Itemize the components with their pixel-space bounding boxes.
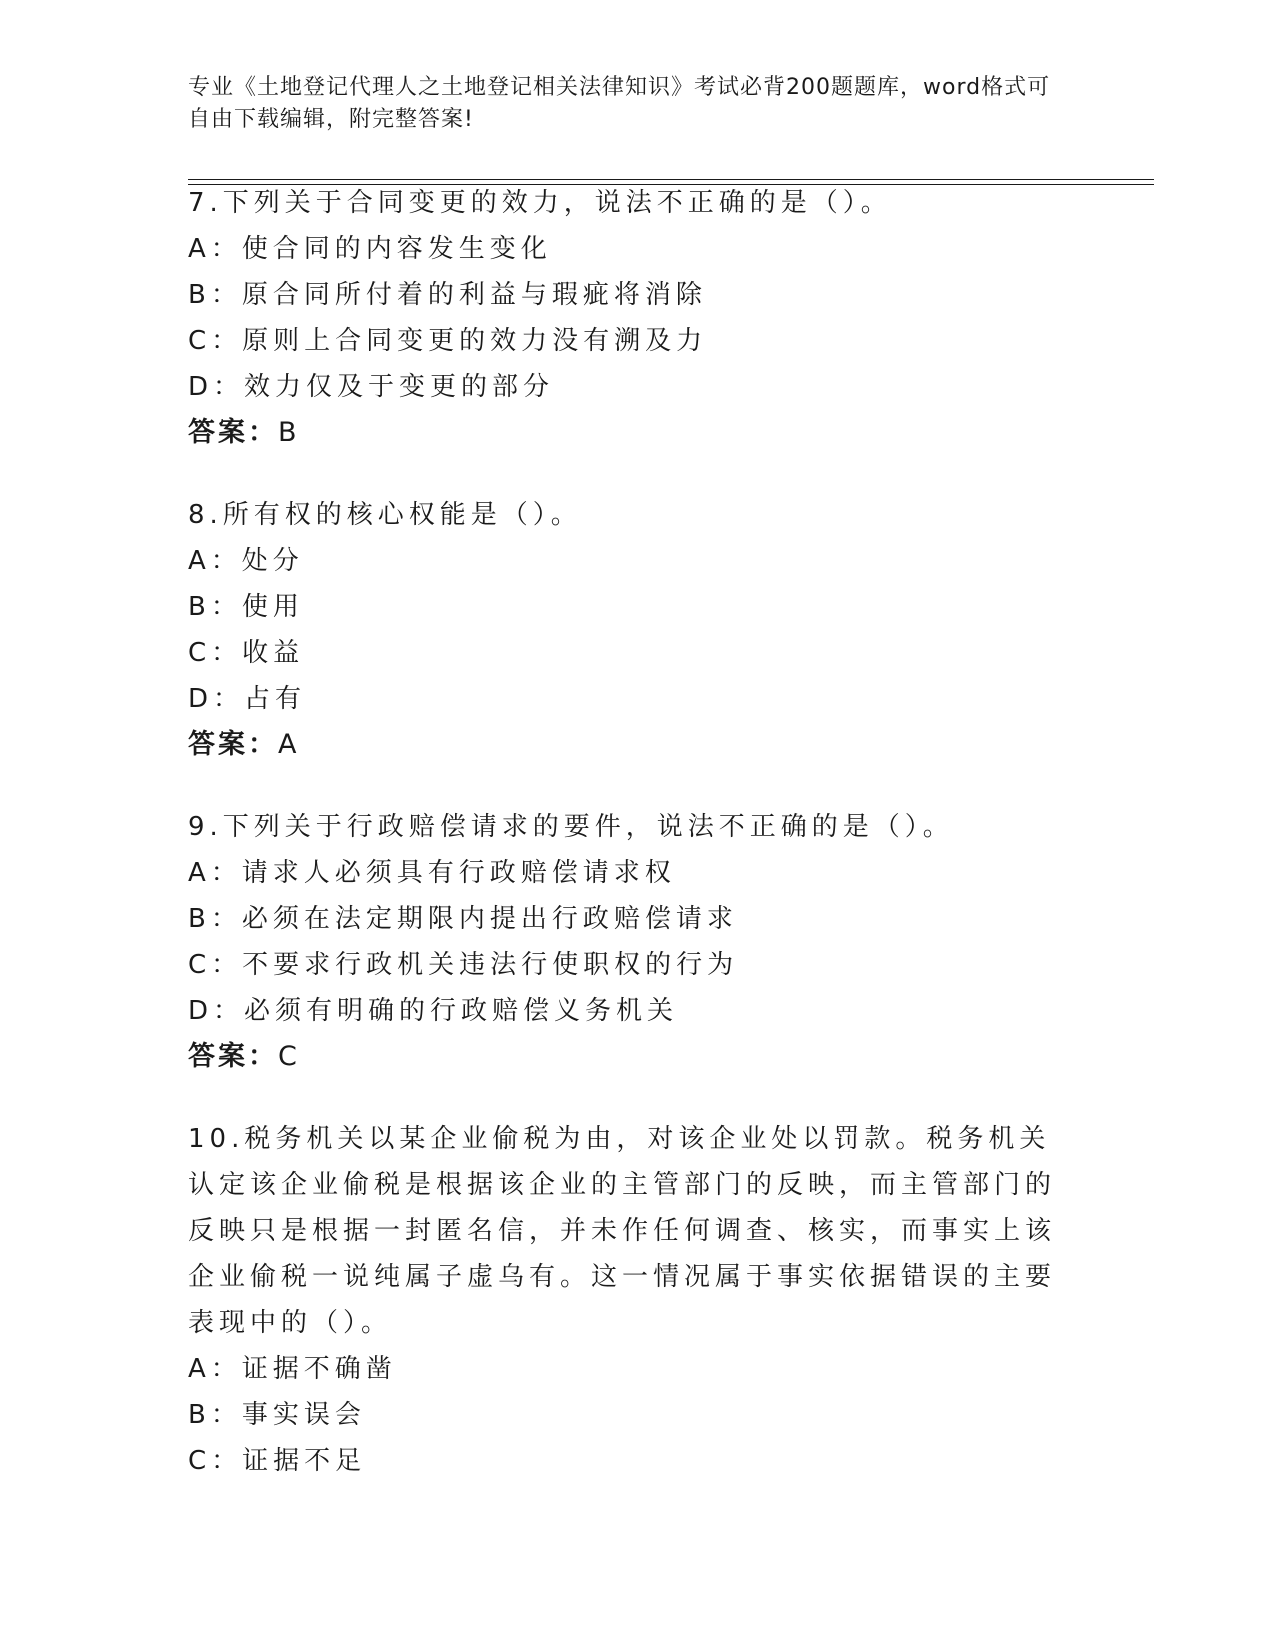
answer-label: 答案： (188, 1041, 278, 1072)
answer-label: 答案： (188, 729, 278, 760)
question-stem: 9.下列关于行政赔偿请求的要件，说法不正确的是（）。 (188, 812, 954, 842)
answer-label: 答案： (188, 417, 278, 448)
option-b: B：必须在法定期限内提出行政赔偿请求 (188, 904, 738, 934)
question-8 (188, 492, 1088, 768)
answer-value: C (278, 1041, 300, 1072)
option-c: C：收益 (188, 638, 305, 668)
option-d: D：必须有明确的行政赔偿义务机关 (188, 996, 679, 1026)
question-stem: 8.所有权的核心权能是（）。 (188, 500, 582, 530)
question-9 (188, 804, 1088, 1080)
option-c: C：原则上合同变更的效力没有溯及力 (188, 326, 708, 356)
answer-line (188, 1034, 1088, 1080)
option-a: A：请求人必须具有行政赔偿请求权 (188, 858, 676, 888)
option-d: D：占有 (188, 684, 307, 714)
option-d: D：效力仅及于变更的部分 (188, 372, 555, 402)
option-b: B：事实误会 (188, 1400, 366, 1430)
option-a: A：处分 (188, 546, 304, 576)
option-b: B：使用 (188, 592, 304, 622)
answer-line (188, 722, 1088, 768)
document-header: 专业《土地登记代理人之土地登记相关法律知识》考试必背200题题库，word格式可自由下载编辑，附完整答案! (188, 75, 1051, 132)
answer-value: B (278, 417, 300, 448)
option-c: C：证据不足 (188, 1446, 367, 1476)
option-b: B：原合同所付着的利益与瑕疵将消除 (188, 280, 707, 310)
answer-line (188, 410, 1088, 456)
answer-value: A (278, 729, 300, 760)
question-7 (188, 180, 1088, 456)
option-a: A：证据不确凿 (188, 1354, 397, 1384)
option-c: C：不要求行政机关违法行使职权的行为 (188, 950, 739, 980)
question-10 (188, 1116, 1088, 1484)
option-a: A：使合同的内容发生变化 (188, 234, 552, 264)
question-stem: 7.下列关于合同变更的效力，说法不正确的是（）。 (188, 188, 892, 218)
question-stem: 10.税务机关以某企业偷税为由，对该企业处以罚款。税务机关认定该企业偷税是根据该企业的主管部门的反映，而主管部门的反映只是根据一封匿名信，并未作任何调查、核实，而事实上该企业偷税一说纯属子虚乌有。这一情况属于事实依据错误的主要表现中的（）。 (188, 1124, 1057, 1338)
